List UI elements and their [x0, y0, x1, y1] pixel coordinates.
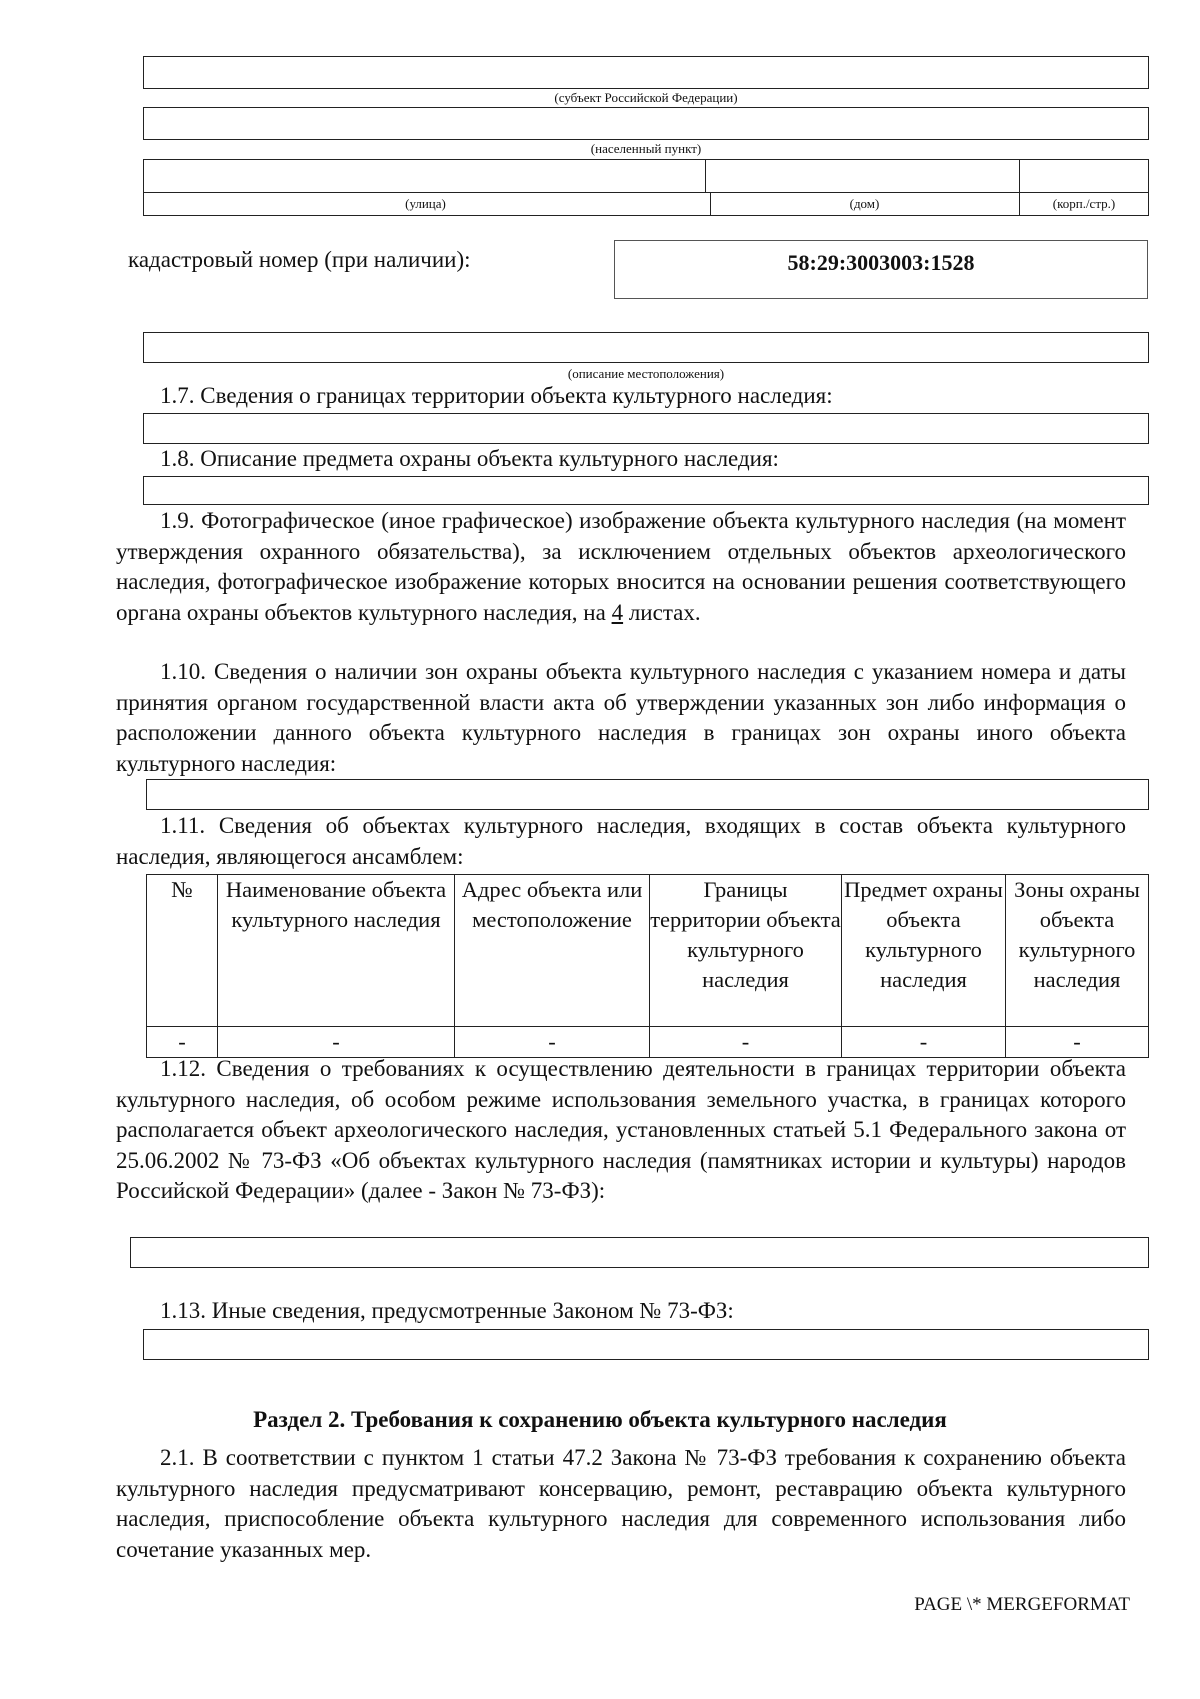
section-1-7-field[interactable] [143, 413, 1149, 444]
table-cell: - [650, 1027, 842, 1058]
table-row [147, 1027, 1149, 1058]
section-1-10-field[interactable] [146, 779, 1149, 810]
location-caption: (описание местоположения) [567, 366, 725, 381]
settlement-field[interactable] [143, 107, 1149, 140]
page-footer: PAGE \* MERGEFORMAT [914, 1594, 1130, 1615]
sheet-count-tail: листах. [623, 599, 701, 625]
table-cell: - [218, 1027, 455, 1058]
section-1-12-field[interactable] [130, 1237, 1149, 1268]
section-1-8-heading: 1.8. Описание предмета охраны объекта культурного наследия: [160, 446, 779, 471]
cadastral-number[interactable]: 58:29:3003003:1528 [614, 240, 1148, 299]
location-field[interactable] [143, 332, 1149, 363]
section-1-7-heading: 1.7. Сведения о границах территории объекта культурного наследия: [160, 383, 833, 408]
house-caption: (дом) [849, 196, 880, 211]
table-cell: - [842, 1027, 1006, 1058]
building-caption: (корп./стр.) [1052, 196, 1116, 211]
col-name: Наименование объекта культурного наследия [218, 875, 455, 1027]
street-caption: (улица) [405, 196, 446, 211]
section-1-9-text: 1.9. Фотографическое (иное графическое) изображение объекта культурного наследия (на момент утверждения охранного обязательства), за исключением отдельных объектов археологического наследия, фотографическое изображение которых вносится на основании решения соответствующего органа охраны объектов культурного наследия, на [116, 508, 1126, 625]
subject-field[interactable] [143, 56, 1149, 89]
col-subject: Предмет охраны объекта культурного наследия [842, 875, 1006, 1027]
section-1-13-heading: 1.13. Иные сведения, предусмотренные Законом № 73-ФЗ: [160, 1298, 734, 1323]
section-1-12-paragraph: 1.12. Сведения о требованиях к осуществлению деятельности в границах территории объекта культурного наследия, об особом режиме использования земельного участка, в границах которого располагается объект археологического наследия, установленных статьей 5.1 Федерального закона от 25.06.2002 № 73-ФЗ «Об объектах культурного наследия (памятниках истории и культуры) народов Российской Федерации» (далее - Закон № 73-ФЗ): [116, 1056, 1126, 1203]
col-borders: Границы территории объекта культурного наследия [650, 875, 842, 1027]
subject-caption: (субъект Российской Федерации) [554, 90, 738, 105]
table-cell: - [147, 1027, 218, 1058]
section-1-10-paragraph: 1.10. Сведения о наличии зон охраны объекта культурного наследия с указанием номера и даты принятия органом государственной власти акта об утверждении указанных зон либо информация о расположении данного объекта культурного наследия в границах зон охраны иного объекта культурного наследия: [116, 659, 1126, 776]
section-2-heading: Раздел 2. Требования к сохранению объекта культурного наследия [253, 1407, 947, 1432]
section-1-13-field[interactable] [143, 1329, 1149, 1360]
table-header-row [147, 875, 1149, 1027]
section-2-1-paragraph: 2.1. В соответствии с пунктом 1 статьи 47.2 Закона № 73-ФЗ требования к сохранению объекта культурного наследия предусматривают консервацию, ремонт, реставрацию объекта культурного наследия, приспособление объекта культурного наследия для современного использования либо сочетание указанных мер. [116, 1445, 1126, 1562]
cadastral-label: кадастровый номер (при наличии): [128, 247, 471, 272]
section-1-9-paragraph [116, 506, 1126, 628]
section-1-8-field[interactable] [143, 476, 1149, 505]
table-cell: - [455, 1027, 650, 1058]
col-zones: Зоны охраны объекта культурного наследия [1006, 875, 1149, 1027]
settlement-caption: (населенный пункт) [590, 141, 702, 156]
street-house-divider [705, 159, 706, 192]
sheet-count: 4 [611, 599, 624, 625]
street-row-divider [143, 192, 1149, 193]
table-cell: - [1006, 1027, 1149, 1058]
col-address: Адрес объекта или местоположение [455, 875, 650, 1027]
section-1-11-paragraph: 1.11. Сведения об объектах культурного наследия, входящих в состав объекта культурного наследия, являющегося ансамблем: [116, 813, 1126, 869]
ensemble-table [146, 874, 1149, 1058]
col-number: № [147, 875, 218, 1027]
